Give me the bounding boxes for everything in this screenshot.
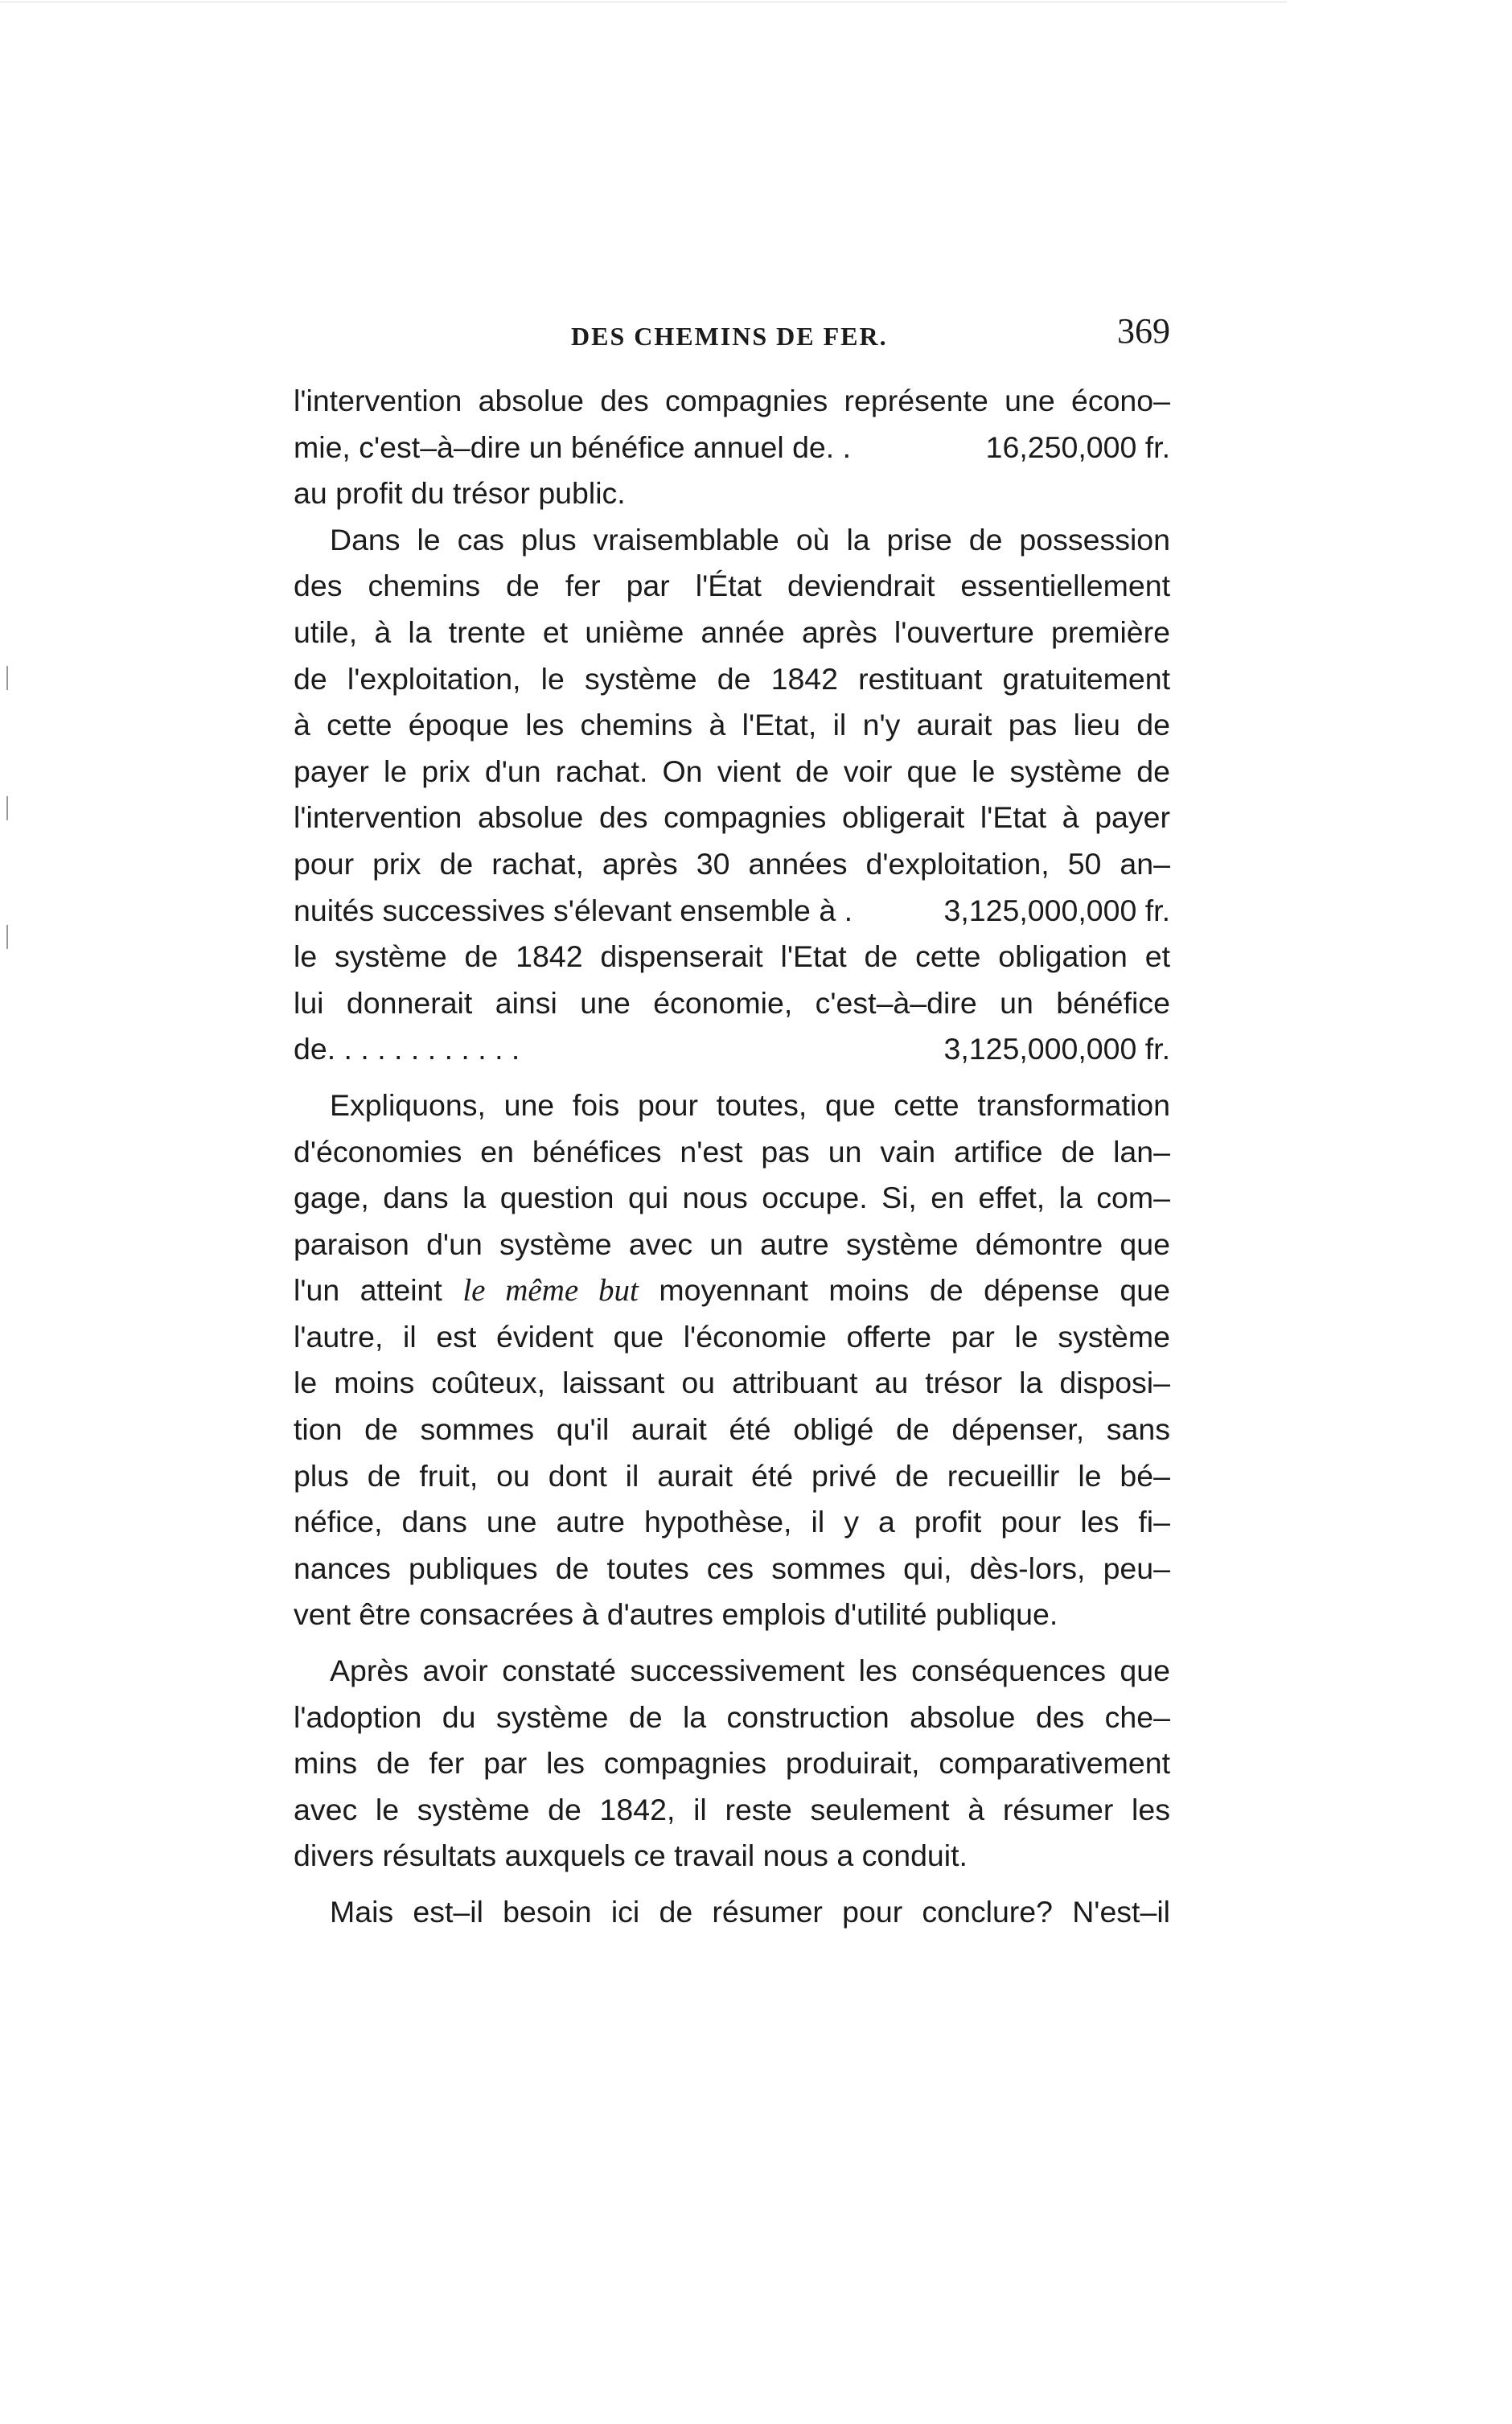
amount-label: mie, c'est–à–dire un bénéfice annuel de. . bbox=[294, 429, 852, 464]
amount-value: 16,250,000 fr. bbox=[985, 429, 1170, 464]
body-text bbox=[294, 378, 1170, 1936]
text-line: Dans le cas plus vraisemblable où la prise de possession bbox=[330, 522, 1170, 557]
text-line: l'intervention absolue des compagnies obligerait l'Etat à payer bbox=[294, 800, 1170, 835]
text-line: de l'exploitation, le système de 1842 restituant gratuitement bbox=[294, 661, 1170, 696]
text-line: Après avoir constaté successivement les conséquences que bbox=[330, 1654, 1170, 1688]
paragraph-2 bbox=[294, 517, 1170, 1073]
scan-edge-mark bbox=[6, 666, 8, 690]
text-line: le moins coûteux, laissant ou attribuant au trésor la disposi– bbox=[294, 1366, 1170, 1400]
text-line-emphasis bbox=[294, 1267, 1170, 1314]
italic-phrase: le même but bbox=[462, 1273, 639, 1309]
text-line: Mais est–il besoin ici de résumer pour conclure? N'est–il bbox=[330, 1895, 1170, 1929]
amount-value: 3,125,000,000 fr. bbox=[943, 893, 1170, 927]
text-line: l'adoption du système de la construction absolue des che– bbox=[294, 1699, 1170, 1734]
text-line: tion de sommes qu'il aurait été obligé de dépenser, sans bbox=[294, 1412, 1170, 1447]
text-line: avec le système de 1842, il reste seulement à résumer les bbox=[294, 1792, 1170, 1826]
text-line: utile, à la trente et unième année après l'ouverture première bbox=[294, 614, 1170, 649]
text-line: paraison d'un système avec un autre système démontre que bbox=[294, 1226, 1170, 1261]
text-line: lui donnerait ainsi une économie, c'est–à–dire un bénéfice bbox=[294, 985, 1170, 1020]
text-line: divers résultats auxquels ce travail nous a conduit. bbox=[294, 1839, 968, 1873]
running-title: DES CHEMINS DE FER. bbox=[571, 322, 888, 351]
text-line: des chemins de fer par l'État deviendrait essentiellement bbox=[294, 569, 1170, 603]
text-line: Expliquons, une fois pour toutes, que cette transformation bbox=[330, 1087, 1170, 1122]
scan-edge-mark bbox=[6, 796, 8, 820]
amount-line bbox=[294, 425, 1170, 471]
text-line: mins de fer par les compagnies produirait, comparativement bbox=[294, 1746, 1170, 1781]
text-line: d'économies en bénéfices n'est pas un vain artifice de lan– bbox=[294, 1134, 1170, 1169]
text-line: pour prix de rachat, après 30 années d'exploitation, 50 an– bbox=[294, 846, 1170, 881]
text-line: gage, dans la question qui nous occupe. Si, en effet, la com– bbox=[294, 1181, 1170, 1215]
page-number: 369 bbox=[1117, 311, 1170, 351]
text-line: l'autre, il est évident que l'économie offerte par le système bbox=[294, 1319, 1170, 1354]
amount-label: nuités successives s'élevant ensemble à . bbox=[294, 893, 853, 927]
text-fragment: moyennant moins de dépense que bbox=[638, 1273, 1170, 1308]
scan-edge-mark bbox=[6, 925, 8, 949]
text-line: nances publiques de toutes ces sommes qui, dès-lors, peu– bbox=[294, 1551, 1170, 1585]
paragraph-3 bbox=[294, 1083, 1170, 1638]
text-line: le système de 1842 dispenserait l'Etat de cette obligation et bbox=[294, 939, 1170, 974]
paragraph-5 bbox=[294, 1889, 1170, 1936]
text-line: l'intervention absolue des compagnies représente une écono– bbox=[294, 384, 1170, 417]
text-fragment: l'un atteint bbox=[294, 1273, 463, 1308]
text-line: payer le prix d'un rachat. On vient de voir que le système de bbox=[294, 754, 1170, 788]
amount-line bbox=[294, 1026, 1170, 1073]
text-line: au profit du trésor public. bbox=[294, 476, 626, 511]
amount-label: de. . . . . . . . . . . . bbox=[294, 1032, 520, 1066]
text-line: vent être consacrées à d'autres emplois d'utilité publique. bbox=[294, 1597, 1058, 1632]
text-line: néfice, dans une autre hypothèse, il y a profit pour les fi– bbox=[294, 1505, 1170, 1539]
text-line: à cette époque les chemins à l'Etat, il n'y aurait pas lieu de bbox=[294, 708, 1170, 742]
paragraph-1 bbox=[294, 378, 1170, 517]
page-header bbox=[294, 307, 1170, 364]
text-line: plus de fruit, ou dont il aurait été privé de recueillir le bé– bbox=[294, 1458, 1170, 1493]
paragraph-4 bbox=[294, 1648, 1170, 1880]
amount-line bbox=[294, 888, 1170, 935]
amount-value: 3,125,000,000 fr. bbox=[943, 1032, 1170, 1066]
